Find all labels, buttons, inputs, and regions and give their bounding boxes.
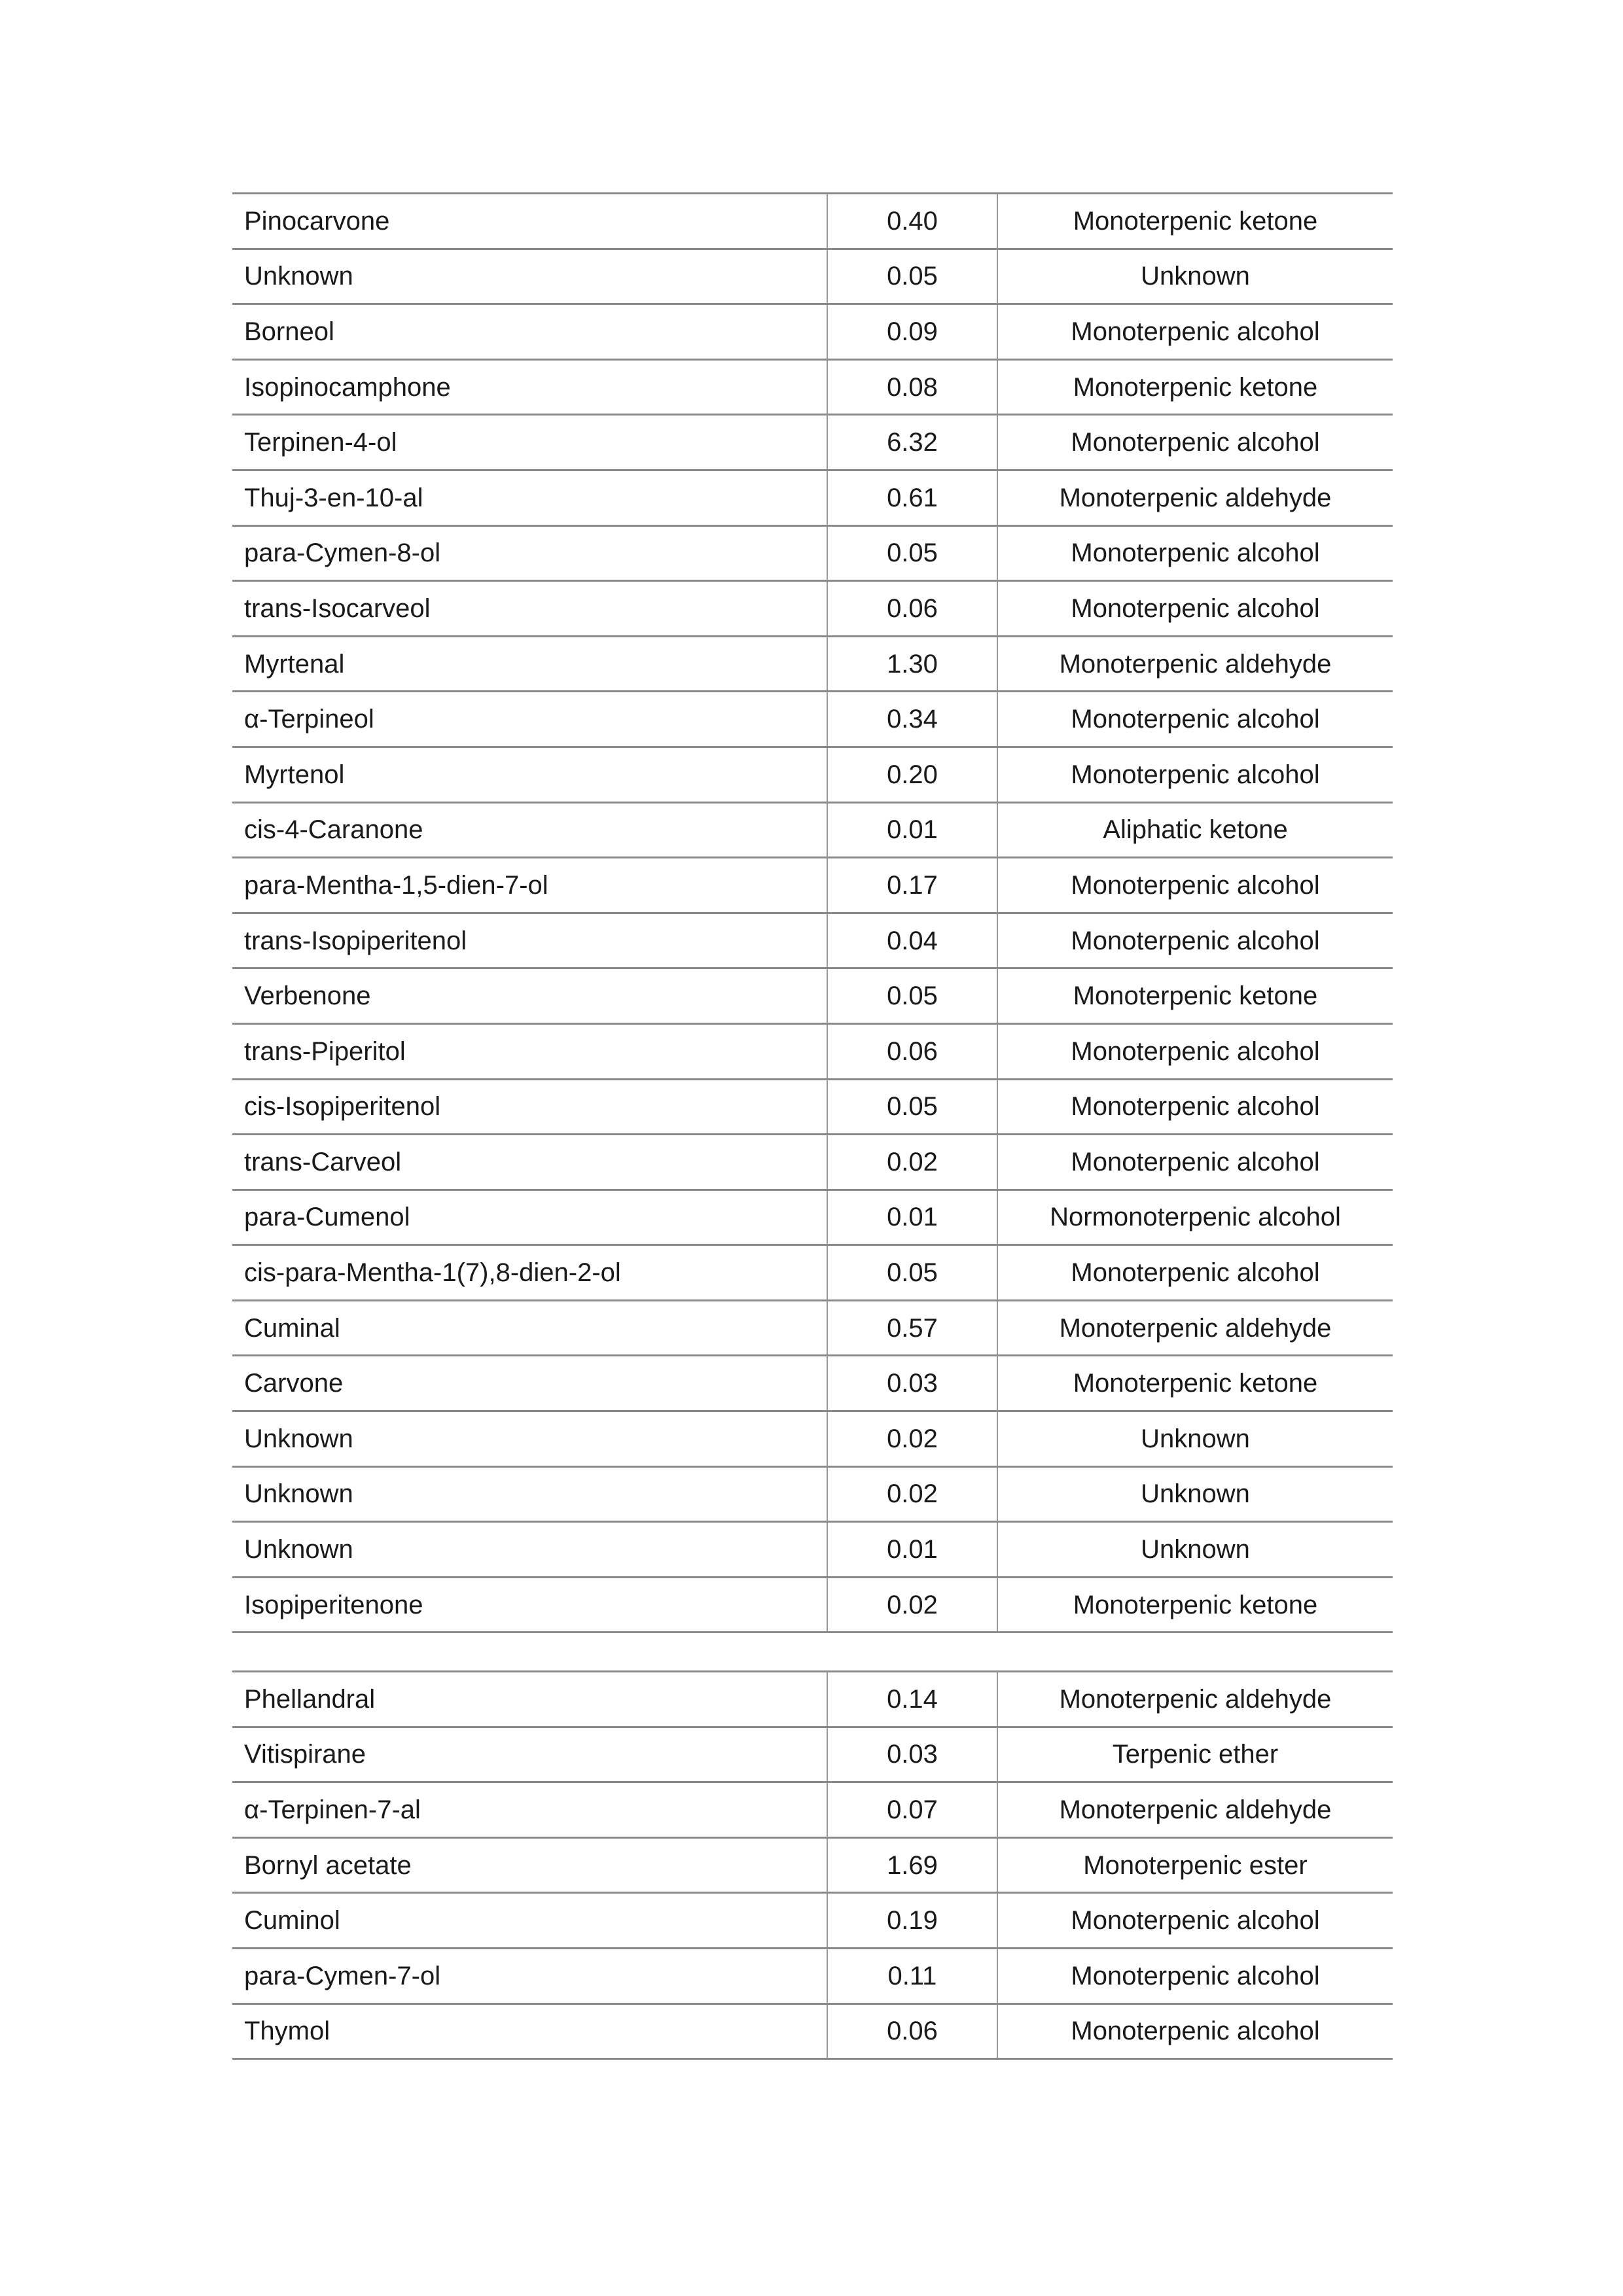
- compound-class-cell: Monoterpenic alcohol: [997, 525, 1393, 581]
- compound-class-cell: Monoterpenic alcohol: [997, 1245, 1393, 1301]
- table-row: [232, 1356, 1393, 1411]
- percent-cell: 0.03: [827, 1356, 997, 1411]
- compound-name-cell: para-Mentha-1,5-dien-7-ol: [232, 858, 827, 913]
- table-row: [232, 1893, 1393, 1949]
- compounds-table-1-body: [232, 194, 1393, 1633]
- compound-name-cell: Unknown: [232, 1522, 827, 1578]
- percent-cell: 0.61: [827, 470, 997, 525]
- table-row: [232, 1135, 1393, 1190]
- percent-cell: 0.01: [827, 1190, 997, 1245]
- percent-cell: 0.01: [827, 1522, 997, 1578]
- compound-name-cell: para-Cymen-8-ol: [232, 525, 827, 581]
- percent-cell: 0.08: [827, 359, 997, 415]
- compound-name-cell: Isopiperitenone: [232, 1577, 827, 1633]
- table-row: [232, 747, 1393, 802]
- compounds-table-2-body: [232, 1672, 1393, 2059]
- table-row: [232, 1837, 1393, 1893]
- compound-class-cell: Aliphatic ketone: [997, 802, 1393, 858]
- compound-name-cell: para-Cumenol: [232, 1190, 827, 1245]
- compound-class-cell: Monoterpenic alcohol: [997, 747, 1393, 802]
- table-row: [232, 1245, 1393, 1301]
- table-row: [232, 1079, 1393, 1135]
- compound-class-cell: Monoterpenic alcohol: [997, 1023, 1393, 1079]
- percent-cell: 0.02: [827, 1466, 997, 1522]
- table-row: [232, 2004, 1393, 2059]
- compound-name-cell: Thuj-3-en-10-al: [232, 470, 827, 525]
- compound-class-cell: Monoterpenic alcohol: [997, 692, 1393, 747]
- table-row: [232, 636, 1393, 692]
- percent-cell: 0.20: [827, 747, 997, 802]
- percent-cell: 0.01: [827, 802, 997, 858]
- compound-name-cell: para-Cymen-7-ol: [232, 1948, 827, 2004]
- table-row: [232, 1727, 1393, 1782]
- compound-name-cell: cis-Isopiperitenol: [232, 1079, 827, 1135]
- percent-cell: 0.05: [827, 1245, 997, 1301]
- percent-cell: 0.05: [827, 249, 997, 304]
- table-row: [232, 304, 1393, 360]
- percent-cell: 0.40: [827, 194, 997, 249]
- compound-class-cell: Monoterpenic alcohol: [997, 581, 1393, 637]
- compound-name-cell: Myrtenol: [232, 747, 827, 802]
- compound-name-cell: Borneol: [232, 304, 827, 360]
- percent-cell: 0.34: [827, 692, 997, 747]
- table-row: [232, 1522, 1393, 1578]
- percent-cell: 0.57: [827, 1300, 997, 1356]
- compound-class-cell: Monoterpenic aldehyde: [997, 1672, 1393, 1727]
- percent-cell: 0.03: [827, 1727, 997, 1782]
- table-row: [232, 1577, 1393, 1633]
- compound-class-cell: Monoterpenic alcohol: [997, 415, 1393, 470]
- compound-class-cell: Monoterpenic alcohol: [997, 1948, 1393, 2004]
- compound-class-cell: Terpenic ether: [997, 1727, 1393, 1782]
- percent-cell: 0.06: [827, 1023, 997, 1079]
- compounds-table-1: [232, 192, 1393, 1633]
- compound-name-cell: cis-4-Caranone: [232, 802, 827, 858]
- percent-cell: 0.14: [827, 1672, 997, 1727]
- compound-class-cell: Unknown: [997, 249, 1393, 304]
- percent-cell: 1.69: [827, 1837, 997, 1893]
- compound-name-cell: cis-para-Mentha-1(7),8-dien-2-ol: [232, 1245, 827, 1301]
- compound-class-cell: Monoterpenic alcohol: [997, 1079, 1393, 1135]
- table-row: [232, 1190, 1393, 1245]
- compound-class-cell: Monoterpenic alcohol: [997, 1893, 1393, 1949]
- table-row: [232, 249, 1393, 304]
- percent-cell: 0.05: [827, 968, 997, 1024]
- table-row: [232, 525, 1393, 581]
- compound-class-cell: Monoterpenic alcohol: [997, 858, 1393, 913]
- compound-name-cell: Cuminal: [232, 1300, 827, 1356]
- percent-cell: 0.02: [827, 1411, 997, 1467]
- table-row: [232, 968, 1393, 1024]
- percent-cell: 0.06: [827, 2004, 997, 2059]
- compound-name-cell: α-Terpineol: [232, 692, 827, 747]
- compound-name-cell: Thymol: [232, 2004, 827, 2059]
- table-row: [232, 1672, 1393, 1727]
- percent-cell: 1.30: [827, 636, 997, 692]
- compound-name-cell: Terpinen-4-ol: [232, 415, 827, 470]
- percent-cell: 0.06: [827, 581, 997, 637]
- compound-name-cell: Cuminol: [232, 1893, 827, 1949]
- compound-name-cell: trans-Carveol: [232, 1135, 827, 1190]
- compound-class-cell: Monoterpenic ketone: [997, 1356, 1393, 1411]
- compound-class-cell: Monoterpenic ketone: [997, 359, 1393, 415]
- compound-name-cell: Pinocarvone: [232, 194, 827, 249]
- percent-cell: 0.02: [827, 1577, 997, 1633]
- table-row: [232, 1300, 1393, 1356]
- percent-cell: 0.05: [827, 525, 997, 581]
- compound-class-cell: Monoterpenic aldehyde: [997, 636, 1393, 692]
- compound-class-cell: Monoterpenic alcohol: [997, 913, 1393, 968]
- compound-class-cell: Monoterpenic ketone: [997, 194, 1393, 249]
- compound-name-cell: trans-Isocarveol: [232, 581, 827, 637]
- compound-name-cell: Myrtenal: [232, 636, 827, 692]
- percent-cell: 0.17: [827, 858, 997, 913]
- compound-class-cell: Monoterpenic ester: [997, 1837, 1393, 1893]
- table-row: [232, 581, 1393, 637]
- compound-name-cell: trans-Piperitol: [232, 1023, 827, 1079]
- table-row: [232, 1411, 1393, 1467]
- compounds-table-2: [232, 1670, 1393, 2060]
- compound-name-cell: Unknown: [232, 1466, 827, 1522]
- compound-name-cell: Carvone: [232, 1356, 827, 1411]
- compound-class-cell: Monoterpenic aldehyde: [997, 1300, 1393, 1356]
- table-row: [232, 692, 1393, 747]
- percent-cell: 6.32: [827, 415, 997, 470]
- table-row: [232, 470, 1393, 525]
- compound-name-cell: Phellandral: [232, 1672, 827, 1727]
- compound-class-cell: Normonoterpenic alcohol: [997, 1190, 1393, 1245]
- table-row: [232, 359, 1393, 415]
- table-row: [232, 194, 1393, 249]
- compound-name-cell: Bornyl acetate: [232, 1837, 827, 1893]
- compound-name-cell: Unknown: [232, 1411, 827, 1467]
- table-row: [232, 802, 1393, 858]
- percent-cell: 0.19: [827, 1893, 997, 1949]
- percent-cell: 0.07: [827, 1782, 997, 1838]
- compound-class-cell: Monoterpenic ketone: [997, 968, 1393, 1024]
- compound-class-cell: Monoterpenic alcohol: [997, 1135, 1393, 1190]
- compound-name-cell: trans-Isopiperitenol: [232, 913, 827, 968]
- percent-cell: 0.04: [827, 913, 997, 968]
- table-row: [232, 1023, 1393, 1079]
- compound-name-cell: Verbenone: [232, 968, 827, 1024]
- compound-class-cell: Monoterpenic alcohol: [997, 304, 1393, 360]
- compound-class-cell: Unknown: [997, 1522, 1393, 1578]
- table-row: [232, 913, 1393, 968]
- compound-name-cell: α-Terpinen-7-al: [232, 1782, 827, 1838]
- table-row: [232, 1948, 1393, 2004]
- compound-name-cell: Unknown: [232, 249, 827, 304]
- table-row: [232, 1782, 1393, 1838]
- compound-class-cell: Monoterpenic aldehyde: [997, 470, 1393, 525]
- table-row: [232, 1466, 1393, 1522]
- table-row: [232, 858, 1393, 913]
- table-row: [232, 415, 1393, 470]
- compound-class-cell: Unknown: [997, 1411, 1393, 1467]
- compound-class-cell: Monoterpenic aldehyde: [997, 1782, 1393, 1838]
- compound-class-cell: Monoterpenic ketone: [997, 1577, 1393, 1633]
- percent-cell: 0.09: [827, 304, 997, 360]
- percent-cell: 0.11: [827, 1948, 997, 2004]
- compound-class-cell: Unknown: [997, 1466, 1393, 1522]
- compound-name-cell: Vitispirane: [232, 1727, 827, 1782]
- compound-name-cell: Isopinocamphone: [232, 359, 827, 415]
- percent-cell: 0.02: [827, 1135, 997, 1190]
- compound-class-cell: Monoterpenic alcohol: [997, 2004, 1393, 2059]
- percent-cell: 0.05: [827, 1079, 997, 1135]
